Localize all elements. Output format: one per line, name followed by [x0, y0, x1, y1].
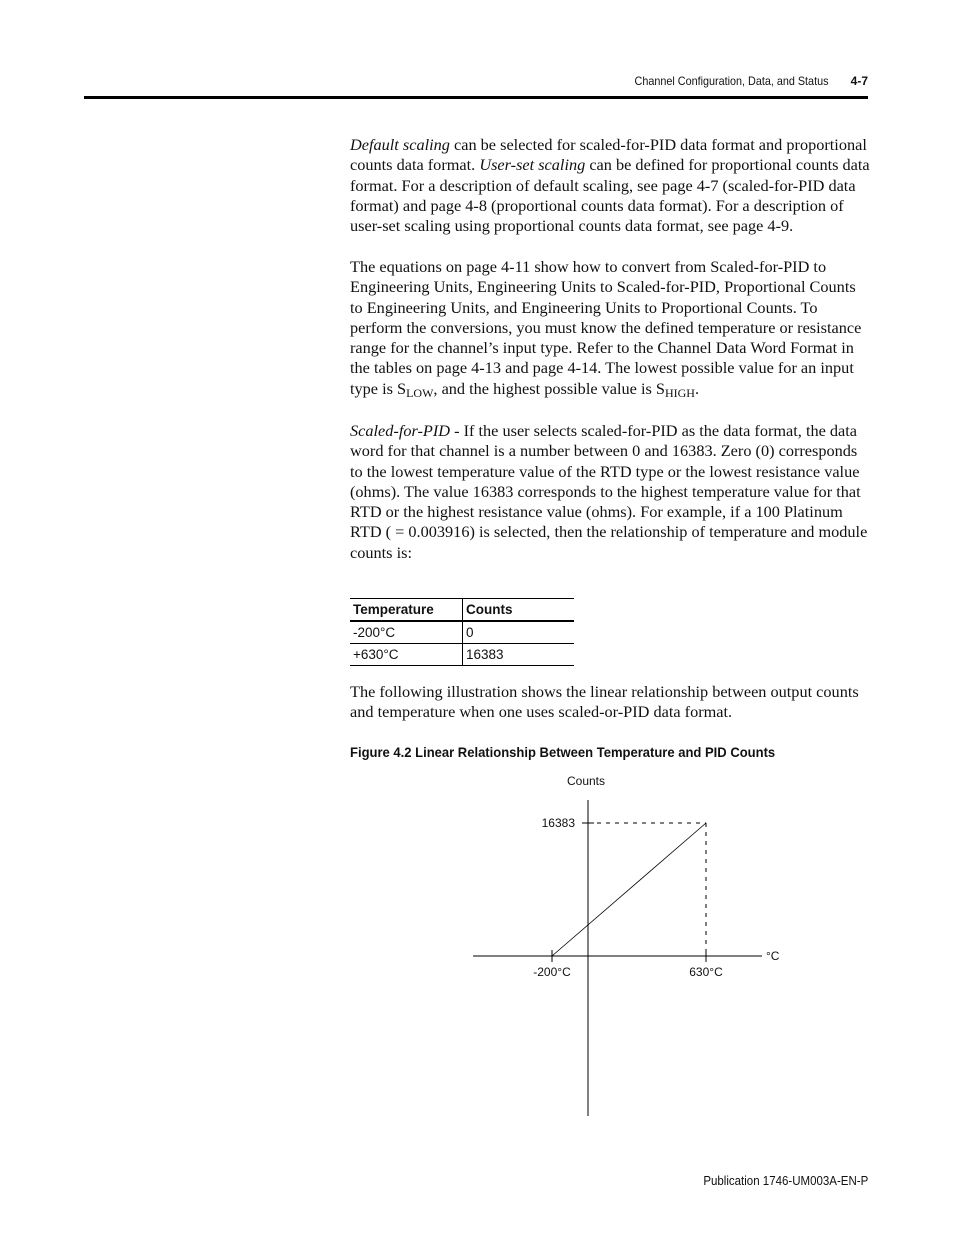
- text-span: The equations on page 4-11 show how to convert from Scaled-for-PID to Engineering Units, Engineering Units to Scaled-for-PID, Proportional Counts to Engineering Units, and Engineering Units to Proportional Counts. To perform the conversions, you must know the defined temperature or resistance range for the channel’s input type. Refer to the Channel Data Word Format in the tables on page 4-13 and page 4-14. The lowest possible value for an input type is S: [350, 257, 862, 398]
- table-cell: 16383: [463, 644, 575, 666]
- chart-marks: [533, 816, 723, 979]
- term-default-scaling: Default scaling: [350, 135, 450, 154]
- series-line: [552, 823, 706, 956]
- subscript-high: HIGH: [664, 385, 695, 400]
- text-span: , and the highest possible value is S: [433, 378, 665, 398]
- subscript-low: LOW: [406, 385, 434, 400]
- table-cell: -200°C: [353, 625, 396, 640]
- page-number: 4-7: [850, 74, 868, 88]
- text-span: can be defined for proportional counts data format. For a description of default scaling, see page 4-7 (scaled-for-PID data format) and page 4-8 (proportional counts data format). For a description of user-set scaling using proportional counts data format, see page 4-9.: [350, 155, 870, 236]
- x-tick-label: 630°C: [689, 965, 723, 979]
- figure-caption: Figure 4.2 Linear Relationship Between Temperature and PID Counts: [350, 744, 776, 760]
- text-span: can be selected for scaled-for-PID data format and proportional counts data format.: [350, 135, 867, 175]
- paragraph-illustration-intro: The following illustration shows the linear relationship between output counts and temperature when one uses scaled-or-PID data format.: [350, 682, 859, 722]
- table-cell: 0: [463, 621, 575, 644]
- text-span: .: [694, 378, 700, 398]
- text-span: - If the user selects scaled-for-PID as the data format, the data word for that channel is a number between 0 and 16383. Zero (0) corresponds to the lowest temperature value of the RTD type or the lowest resistance value (ohms). The value 16383 corresponds to the highest temperature value for that RTD or the highest resistance value (ohms). For example, if a 100 Platinum RTD ( = 0.003916) is selected, then the relationship of temperature and module counts is:: [350, 421, 868, 562]
- term-user-set-scaling: User-set scaling: [479, 155, 586, 175]
- column-header-counts: Counts: [463, 599, 575, 622]
- y-tick-label: 16383: [541, 816, 575, 830]
- column-header-temperature: Temperature: [353, 602, 434, 617]
- table-cell: +630°C: [353, 647, 399, 662]
- y-axis-label: Counts: [566, 774, 606, 788]
- publication-footer: Publication 1746-UM003A-EN-P: [703, 1174, 868, 1188]
- x-tick-label: -200°C: [533, 965, 571, 979]
- x-axis-label: °C: [766, 949, 780, 963]
- running-header: Channel Configuration, Data, and Status: [634, 74, 828, 88]
- term-scaled-for-pid: Scaled-for-PID: [350, 421, 451, 440]
